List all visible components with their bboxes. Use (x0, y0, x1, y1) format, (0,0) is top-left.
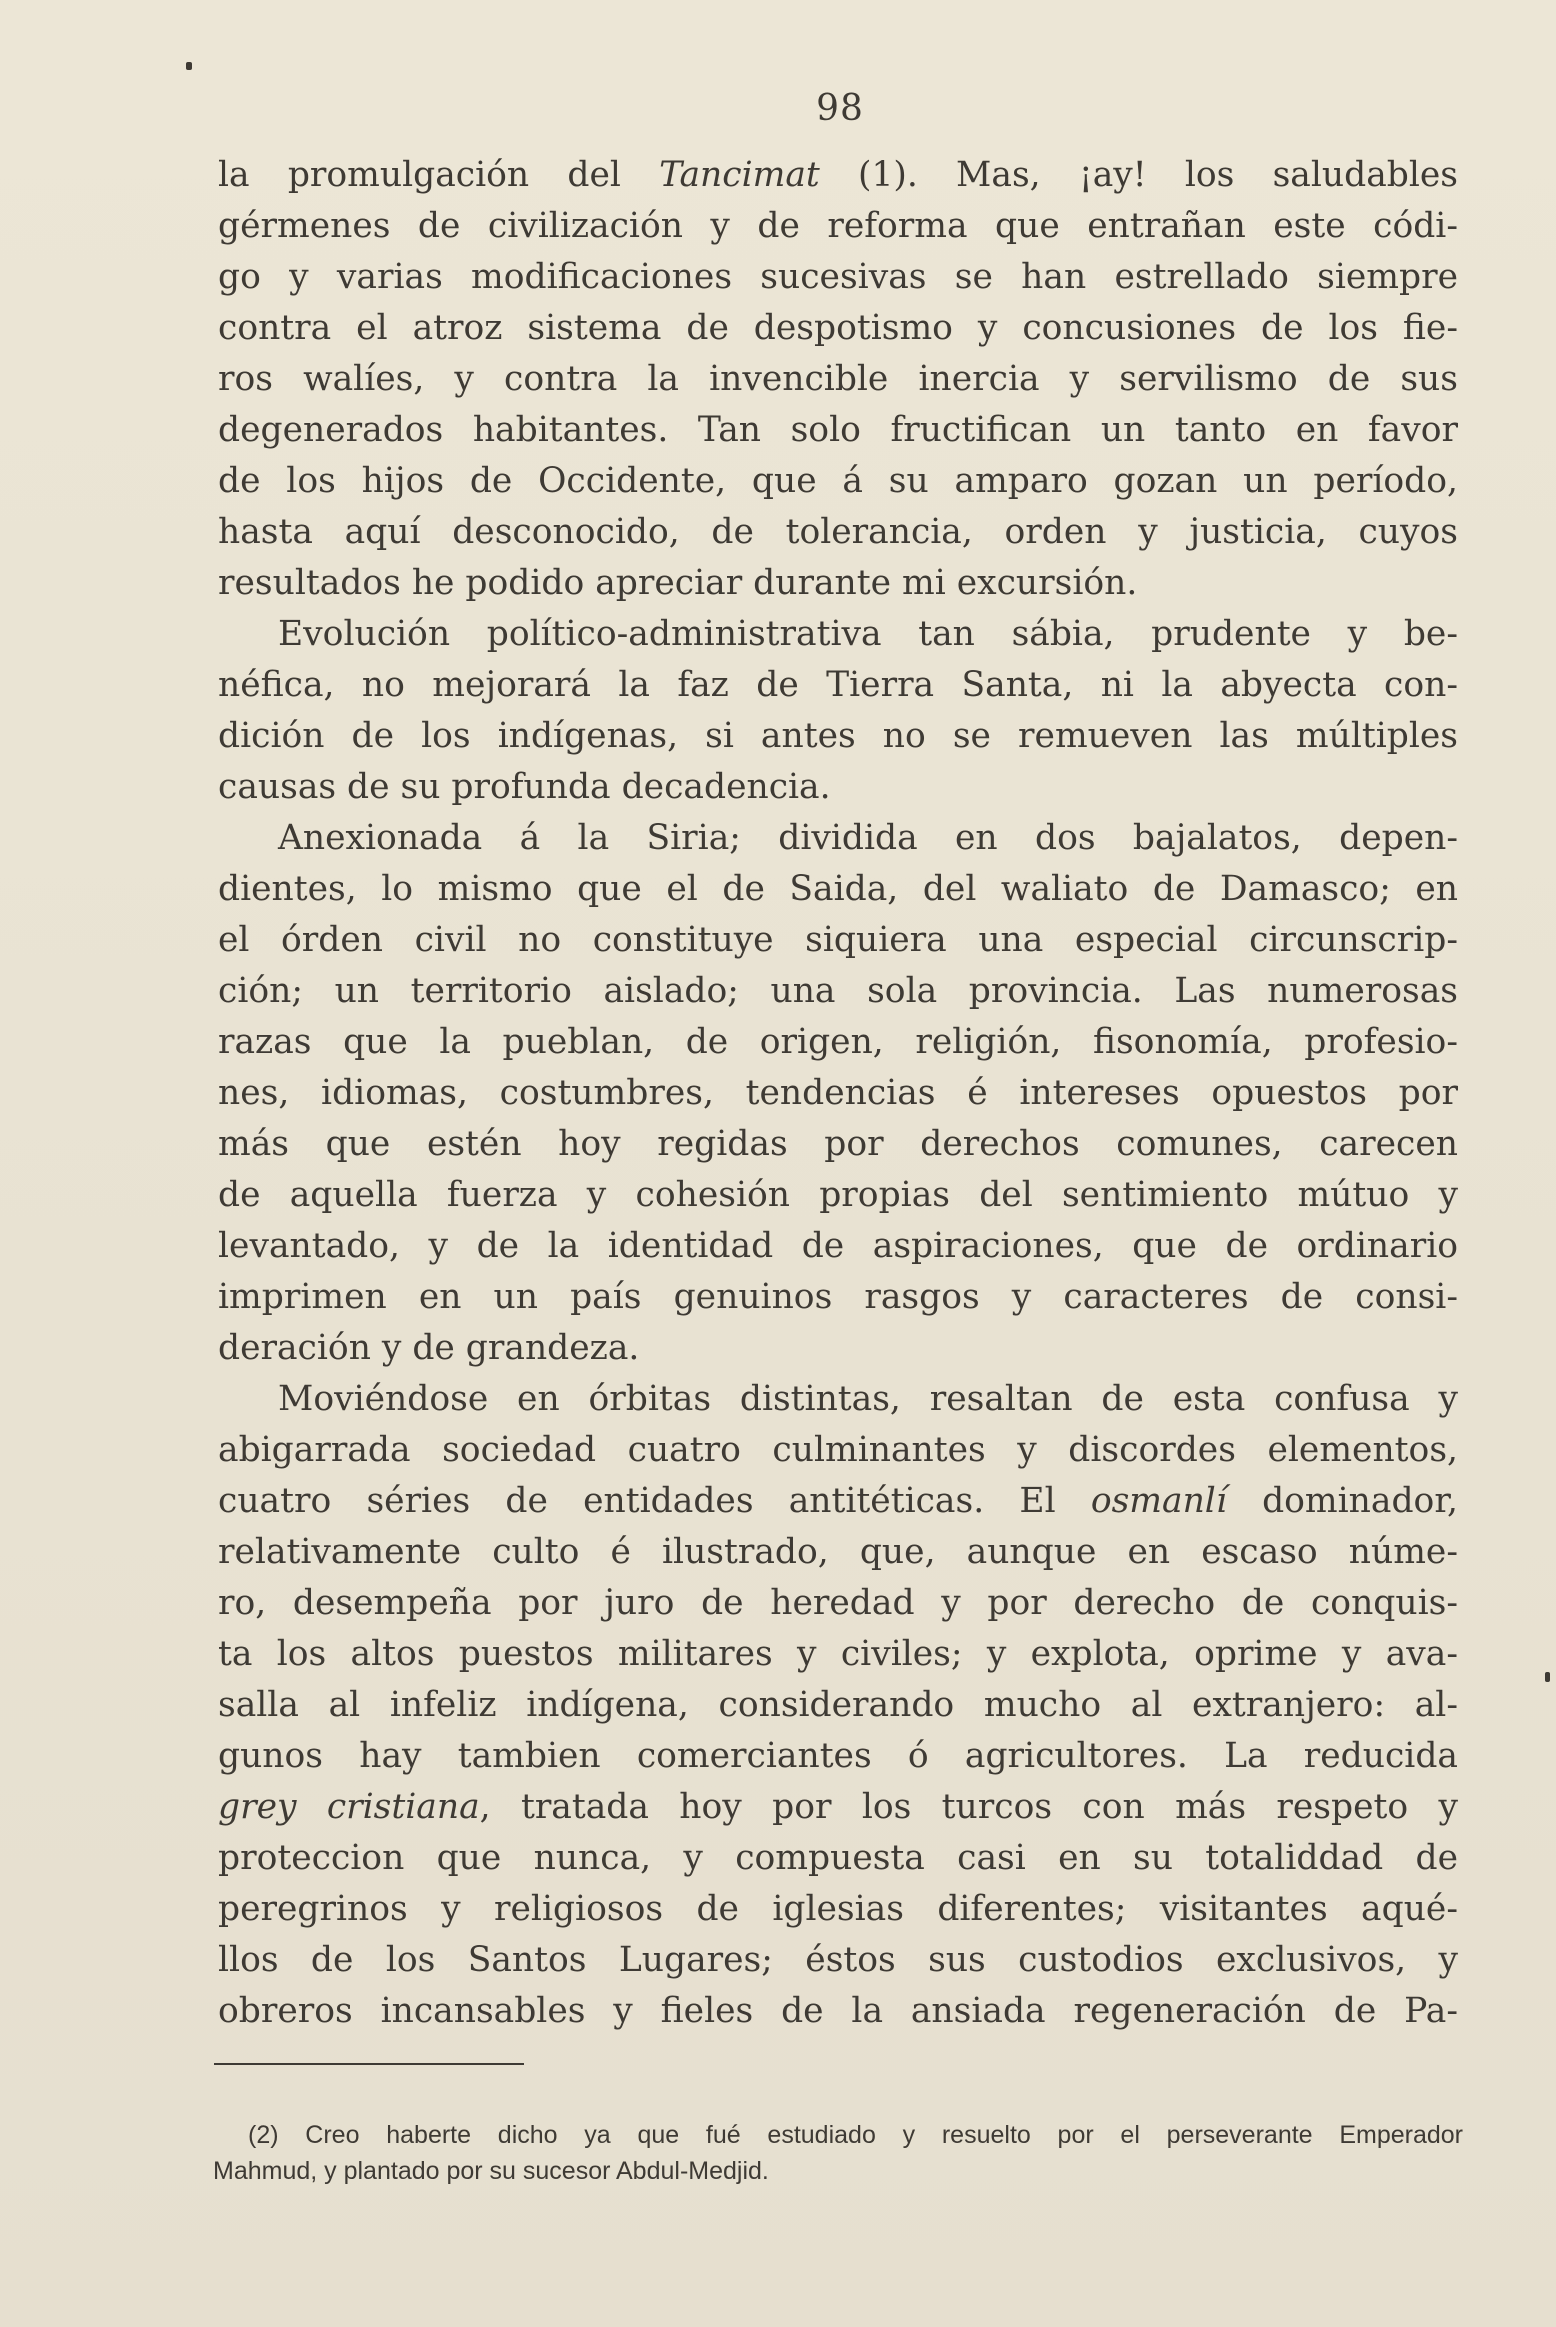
text-line: el órden civil no constituye siquiera una especial circunscrip- (218, 920, 1458, 960)
text-line: nes, idiomas, costumbres, tendencias é intereses opuestos por (218, 1073, 1458, 1113)
text-fragment: la promulgación del (218, 155, 660, 195)
text-fragment: , tratada hoy por los turcos con más respeto y (479, 1787, 1458, 1827)
paragraph-2 (218, 609, 1458, 813)
text-line: ción; un territorio aislado; una sola provincia. Las numerosas (218, 971, 1458, 1011)
text-line: razas que la pueblan, de origen, religión, fisonomía, profesio- (218, 1022, 1458, 1062)
ink-speck (1545, 1672, 1550, 1682)
text-line: néfica, no mejorará la faz de Tierra Santa, ni la abyecta con- (218, 665, 1458, 705)
text-line: obreros incansables y fieles de la ansiada regeneración de Pa- (218, 1991, 1458, 2031)
text-line: de los hijos de Occidente, que á su amparo gozan un período, (218, 461, 1458, 501)
text-line: proteccion que nunca, y compuesta casi en su totaliddad de (218, 1838, 1458, 1878)
text-line: causas de su profunda decadencia. (218, 767, 831, 807)
paragraph-4 (218, 1374, 1458, 2037)
text-line: ro, desempeña por juro de heredad y por derecho de conquis- (218, 1583, 1458, 1623)
italic-term: osmanlí (1090, 1481, 1227, 1521)
text-line: Moviéndose en órbitas distintas, resaltan de esta confusa y (278, 1379, 1458, 1419)
text-line: deración y de grandeza. (218, 1328, 640, 1368)
text-line: contra el atroz sistema de despotismo y concusiones de los fie- (218, 308, 1458, 348)
text-line: relativamente culto é ilustrado, que, aunque en escaso núme- (218, 1532, 1458, 1572)
text-line (218, 150, 1458, 201)
text-line: gunos hay tambien comerciantes ó agricultores. La reducida (218, 1736, 1458, 1776)
italic-term: grey cristiana (218, 1787, 480, 1827)
text-line: imprimen en un país genuinos rasgos y caracteres de consi- (218, 1277, 1458, 1317)
text-line: de aquella fuerza y cohesión propias del sentimiento mútuo y (218, 1175, 1458, 1215)
italic-term: Tancimat (659, 155, 820, 195)
text-line: go y varias modificaciones sucesivas se han estrellado siempre (218, 257, 1458, 297)
text-line (218, 1782, 1458, 1833)
ink-speck (186, 62, 192, 70)
text-line: gérmenes de civilización y de reforma que entrañan este códi- (218, 206, 1458, 246)
text-line (218, 1476, 1458, 1527)
text-line: dientes, lo mismo que el de Saida, del waliato de Damasco; en (218, 869, 1458, 909)
text-line: hasta aquí desconocido, de tolerancia, orden y justicia, cuyos (218, 512, 1458, 552)
text-line: más que estén hoy regidas por derechos comunes, carecen (218, 1124, 1458, 1164)
footnote-rule (214, 2063, 524, 2065)
text-fragment: dominador, (1226, 1481, 1458, 1521)
text-line: dición de los indígenas, si antes no se remueven las múltiples (218, 716, 1458, 756)
text-line: degenerados habitantes. Tan solo fructifican un tanto en favor (218, 410, 1458, 450)
text-line: llos de los Santos Lugares; éstos sus custodios exclusivos, y (218, 1940, 1458, 1980)
text-line: ros walíes, y contra la invencible inercia y servilismo de sus (218, 359, 1458, 399)
text-line: Evolución político-administrativa tan sábia, prudente y be- (278, 614, 1458, 654)
footnote (213, 2117, 1463, 2189)
text-line: peregrinos y religiosos de iglesias diferentes; visitantes aqué- (218, 1889, 1458, 1929)
footnote-line: (2) Creo haberte dicho ya que fué estudiado y resuelto por el perseverante Emperador (248, 2121, 1463, 2149)
text-line: abigarrada sociedad cuatro culminantes y discordes elementos, (218, 1430, 1458, 1470)
text-line: levantado, y de la identidad de aspiraciones, que de ordinario (218, 1226, 1458, 1266)
paragraph-1 (218, 150, 1458, 609)
text-line: resultados he podido apreciar durante mi excursión. (218, 563, 1138, 603)
page-number: 98 (816, 88, 864, 129)
text-line: Anexionada á la Siria; dividida en dos bajalatos, depen- (278, 818, 1458, 858)
text-fragment: cuatro séries de entidades antitéticas. El (218, 1481, 1091, 1521)
paragraph-3 (218, 813, 1458, 1374)
footnote-line: Mahmud, y plantado por su sucesor Abdul-Medjid. (213, 2157, 769, 2185)
body-text (218, 150, 1458, 2037)
text-line: ta los altos puestos militares y civiles; y explota, oprime y ava- (218, 1634, 1458, 1674)
text-fragment: (1). Mas, ¡ay! los saludables (819, 155, 1459, 195)
text-line: salla al infeliz indígena, considerando mucho al extranjero: al- (218, 1685, 1458, 1725)
